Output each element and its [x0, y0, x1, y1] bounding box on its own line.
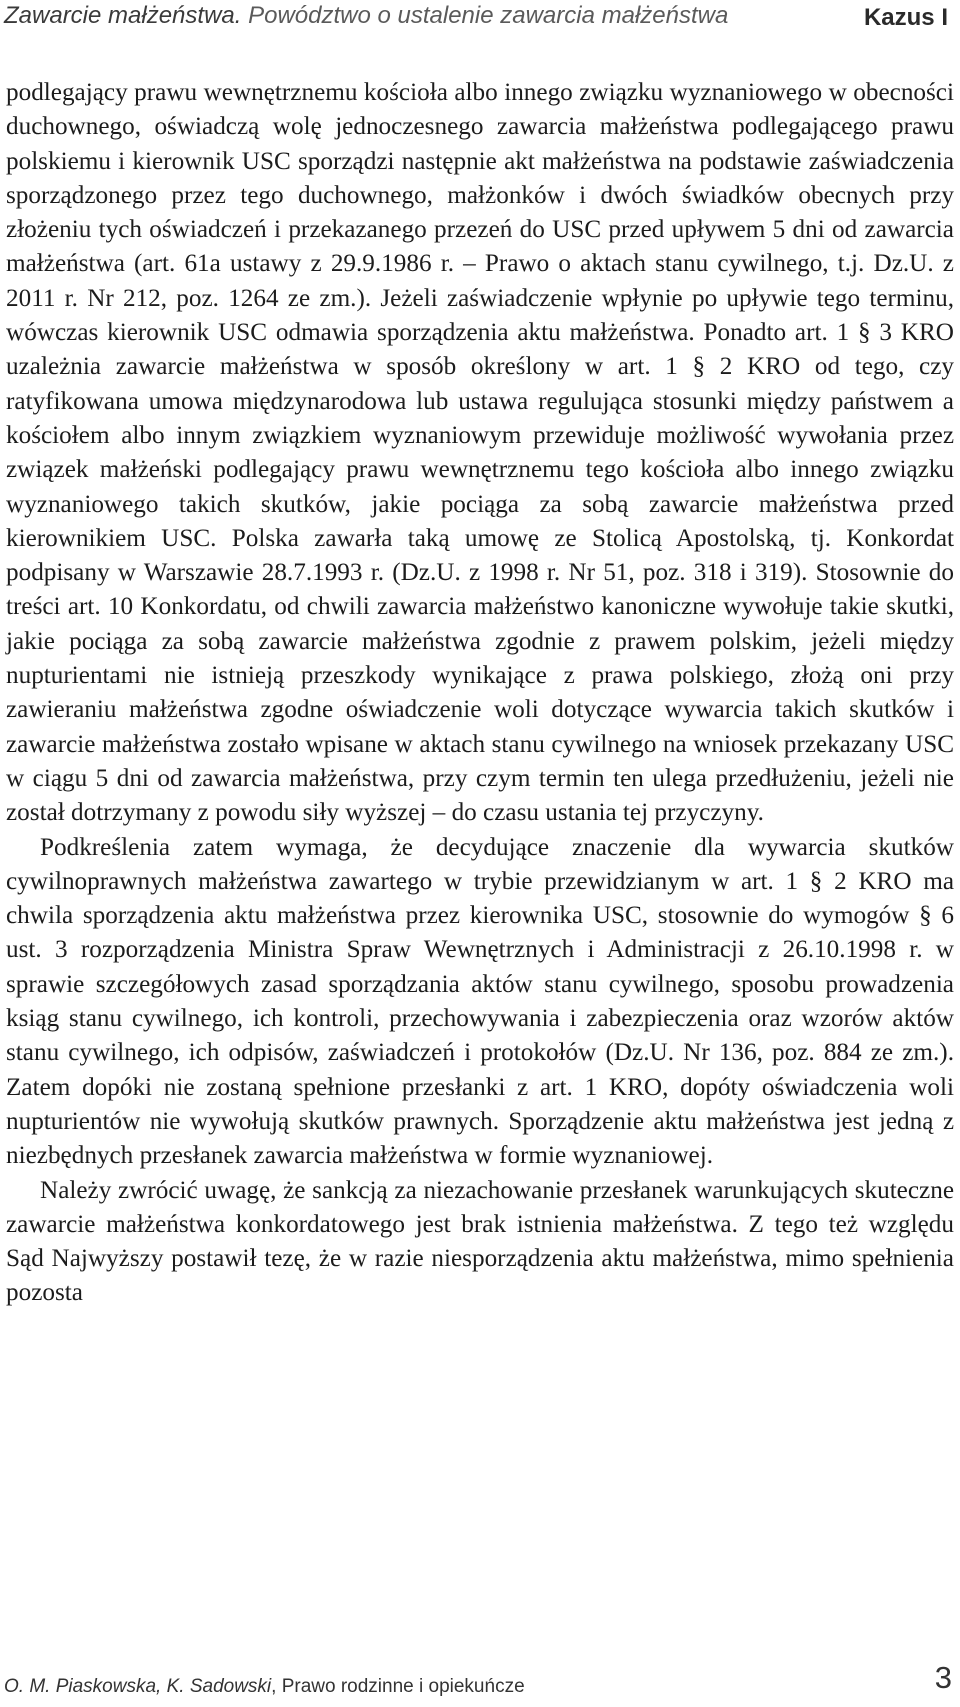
running-title [4, 2, 728, 30]
page-header [4, 2, 948, 42]
footer-book-title: , Prawo rodzinne i opiekuńcze [271, 1676, 525, 1697]
case-label: Kazus I [863, 4, 948, 31]
paragraph: Podkreślenia zatem wymaga, że decydujące znaczenie dla wywarcia skutków cywilnoprawnych małżeństwa zawartego w trybie przewidzianym w art. 1 § 2 KRO ma chwila sporządzenia aktu małżeństwa przez kierownika USC, stosownie do wymogów § 6 ust. 3 rozporządzenia Ministra Spraw Wewnętrznych i Administracji z 26.10.1998 r. w sprawie szczegółowych zasad sporządzania aktów stanu cywilnego, sposobu prowadzenia ksiąg stanu cywilnego, ich kontroli, przechowywania i zabezpieczenia oraz wzorów aktów stanu cywilnego, ich odpisów, zaświadczeń i protokołów (Dz.U. Nr 136, poz. 884 ze zm.). Zatem dopóki nie zostaną spełnione przesłanki z art. 1 KRO, dopóty oświadczenia woli nupturientów nie wywołują skutków prawnych. Sporządzenie aktu małżeństwa jest jedną z niezbędnych przesłanek zawarcia małżeństwa w formie wyznaniowej. [6, 833, 954, 1170]
paragraph: Należy zwrócić uwagę, że sankcją za niezachowanie przesłanek warunkujących skuteczne zawarcie małżeństwa konkordatowego jest brak istnienia małżeństwa. Z tego też względu Sąd Najwyższy postawił tezę, że w razie niesporządzenia aktu małżeństwa, mimo spełnienia pozosta [6, 1176, 954, 1307]
running-title-rest: Powództwo o ustalenie zawarcia małżeństwa [241, 2, 729, 29]
main-text [6, 76, 954, 1311]
footer-authors: O. M. Piaskowska, K. Sadowski [4, 1676, 272, 1697]
page-number: 3 [934, 1660, 952, 1695]
paragraph: podlegający prawu wewnętrznemu kościoła albo innego związku wyznaniowego w obecności duchownego, oświadczą wolę jednoczesnego zawarcia małżeństwa podlegającego prawu polskiemu i kierownik USC sporządzi następnie akt małżeństwa na podstawie zaświadczenia sporządzonego przez tego duchownego, małżonków i dwóch świadków obecnych przy złożeniu tych oświadczeń i przekazanego przezeń do USC przed upływem 5 dni od zawarcia małżeństwa (art. 61a ustawy z 29.9.1986 r. – Prawo o aktach stanu cywilnego, t.j. Dz.U. z 2011 r. Nr 212, poz. 1264 ze zm.). Jeżeli zaświadczenie wpłynie po upływie tego terminu, wówczas kierownik USC odmawia sporządzenia aktu małżeństwa. Ponadto art. 1 § 3 KRO uzależnia zawarcie małżeństwa w sposób określony w art. 1 § 2 KRO od tego, czy ratyfikowana umowa międzynarodowa lub ustawa regulująca stosunki między państwem a kościołem albo innym związkiem wyznaniowym przewiduje możliwość wywołania przez związek małżeński podlegający prawu wewnętrznemu tego kościoła albo innego związku wyznaniowego takich skutków, jakie pociąga za sobą zawarcie małżeństwa przed kierownikiem USC. Polska zawarła taką umowę ze Stolicą Apostolską, tj. Konkordat podpisany w Warszawie 28.7.1993 r. (Dz.U. z 1998 r. Nr 51, poz. 318 i 319). Stosownie do treści art. 10 Konkordatu, od chwili zawarcia małżeństwo kanoniczne wywołuje takie skutki, jakie pociąga za sobą zawarcie małżeństwa zgodnie z prawem polskim, jeżeli między nupturientami nie istnieją przeszkody wynikające z prawa polskiego, złożą oni przy zawieraniu małżeństwa zgodne oświadczenie woli dotyczące wywarcia takich skutków i zawarcie małżeństwa zostało wpisane w aktach stanu cywilnego na wniosek przekazany USC w ciągu 5 dni od zawarcia małżeństwa, przy czym termin ten ulega przedłużeniu, jeżeli nie został dotrzymany z powodu siły wyższej – do czasu ustania tej przyczyny. [6, 79, 954, 827]
page-footer [4, 1656, 952, 1700]
footer-source [4, 1676, 525, 1698]
running-title-lead: Zawarcie małżeństwa. [4, 2, 242, 29]
